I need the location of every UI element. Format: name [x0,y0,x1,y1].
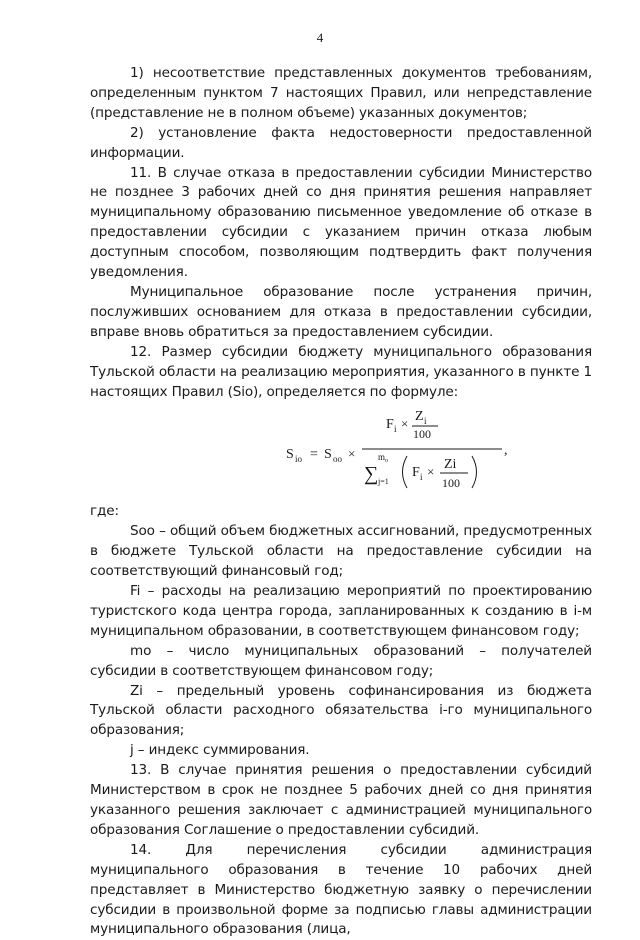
formula-num-hundred: 100 [413,427,431,442]
subsidy-formula [286,404,516,496]
paragraph-item-2: 2) установление факта недостоверности предоставленной информации. [90,124,592,161]
where-label: где: [90,503,119,520]
formula-sum-lower: j=1 [378,477,389,487]
formula-lhs: S [286,447,294,463]
formula-num-f: F [386,417,394,433]
formula-den-hundred: 100 [442,476,460,491]
paragraph-clause-13: 13. В случае принятия решения о предоставлении субсидий Министерством в срок не позднее 5 рабочих дней со дня принятия указанного решения заключает с администрацией муниципального образования Соглашение о предоставлении субсидий. [90,762,592,838]
definition-fi: Fi – расходы на реализацию мероприятий по проектированию туристского кода центра города, запланированных к созданию в i-м муниципальном образовании, в соответствующем финансовом году; [90,583,592,639]
definition-zi: Zi – предельный уровень софинансирования из бюджета Тульской области расходного обязательства i-го муниципального образования; [90,682,592,739]
formula-sum-upper: m [378,452,386,463]
paragraph-resubmission: Муниципальное образование после устранения причин, послуживших основанием для отказа в предоставлении субсидии, вправе вновь обратиться за предоставлением субсидии. [90,283,592,340]
formula-left-paren [403,456,408,488]
formula-equals: = [310,447,318,463]
paragraph-clause-11: 11. В случае отказа в предоставлении субсидии Министерство не позднее 3 рабочих дней со дня принятия решения направляет муниципальному образованию письменное уведомление об отказе в предоставлении субсидии с указанием причин отказа любым доступным способом, позволяющим подтвердить факт получения уведомления. [90,164,592,281]
formula-num-z: Z [415,409,424,425]
paragraph-item-1: 1) несоответствие представленных документов требованиям, определенным пунктом 7 настоящих Правил, или непредставление (представление не в полном объеме) указанных документов; [90,65,592,121]
definition-soo: Soo – общий объем бюджетных ассигнований, предусмотренных в бюджете Тульской области на предоставление субсидии на соответствующий финансовый год; [90,523,592,580]
formula-right-paren [472,456,477,488]
formula-times-1: × [348,446,356,462]
formula-den-f: F [412,465,420,481]
formula-den-f-sub: i [420,472,423,483]
definitions-list [90,522,592,761]
page-number: 4 [316,30,324,45]
formula-lhs-sub: io [295,454,303,465]
formula-sum-sign: ∑ [364,463,379,486]
paragraph-clause-14: 14. Для перечисления субсидии администрация муниципального образования в течение 10 рабочих дней представляет в Министерство бюджетную заявку о перечислении субсидии в произвольной форме за подписью главы администрации муниципального образования (лица, [90,841,592,938]
formula-num-times: × [401,416,409,432]
formula-trailing-comma: , [504,443,508,459]
definition-mo: mo – число муниципальных образований – получателей субсидии в соответствующем финансовом году; [90,642,592,679]
formula-den-zi: Zi [444,457,457,473]
definition-j: j – индекс суммирования. [130,742,310,759]
formula-block [90,404,592,496]
formula-soo-sub: oo [333,454,342,465]
formula-den-times: × [427,464,435,480]
formula-num-f-sub: i [394,424,397,435]
paragraph-clause-12: 12. Размер субсидии бюджету муниципального образования Тульской области на реализацию мероприятия, указанного в пункте 1 настоящих Правил (Sio), определяется по формуле: [90,343,592,400]
formula-num-z-sub: i [424,416,427,427]
formula-soo: S [324,447,332,463]
body-text [90,64,592,940]
formula-sum-upper-sub: o [385,458,388,465]
